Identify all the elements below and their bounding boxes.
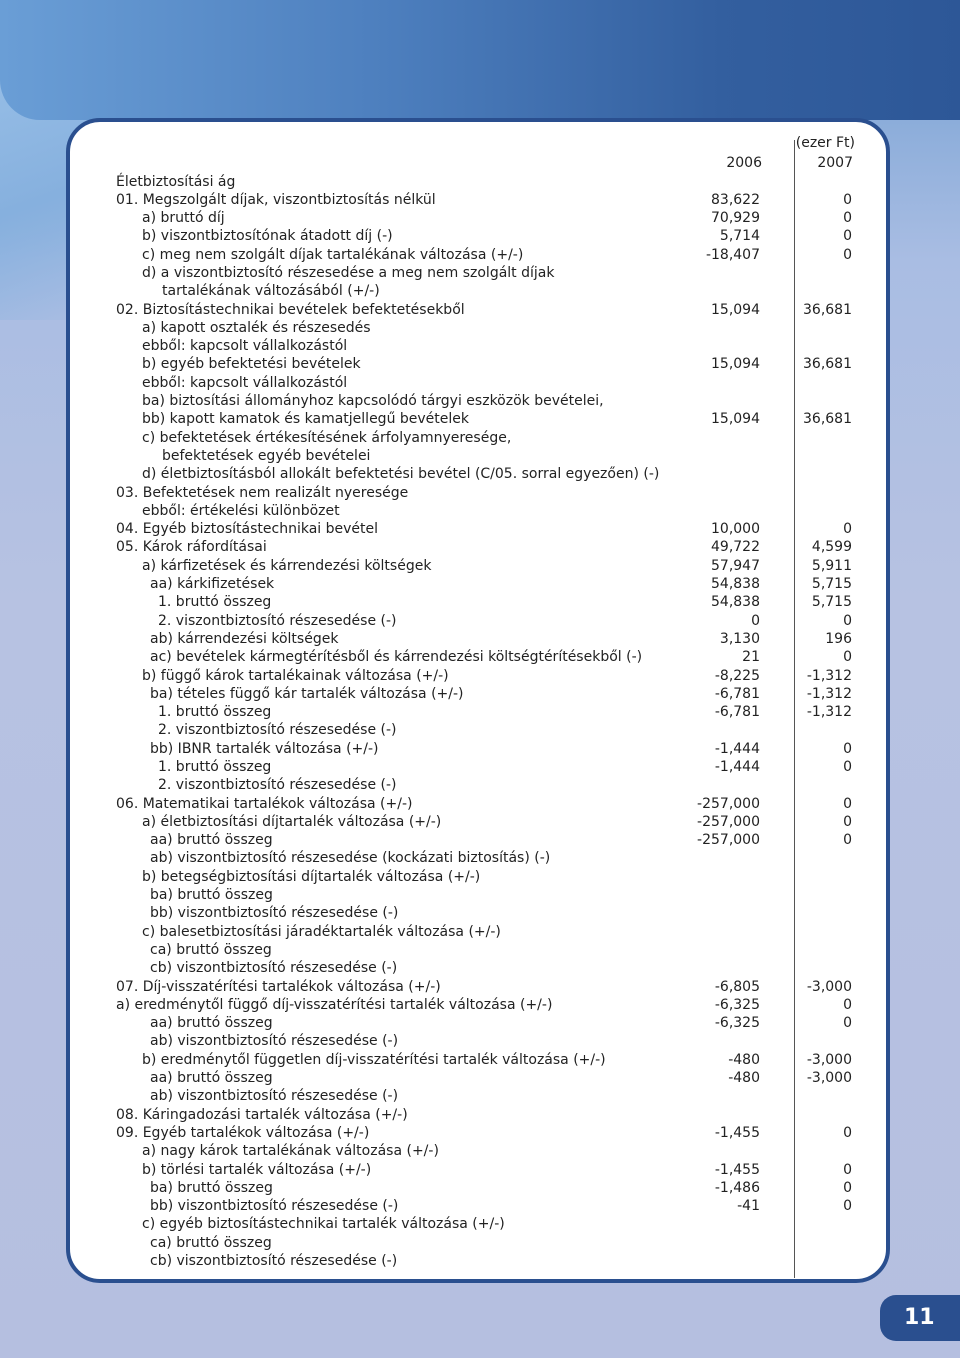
value-2007: 0 bbox=[843, 795, 852, 812]
table-row bbox=[116, 557, 856, 575]
value-2006: -1,486 bbox=[714, 1179, 760, 1196]
row-label: a) nagy károk tartalékának változása (+/-) bbox=[142, 1143, 439, 1160]
value-2007: -3,000 bbox=[806, 1051, 852, 1068]
row-label: c) meg nem szolgált díjak tartalékának változása (+/-) bbox=[142, 246, 524, 263]
value-2006: 21 bbox=[742, 649, 760, 666]
row-label: b) betegségbiztosítási díjtartalék változása (+/-) bbox=[142, 868, 481, 885]
table-row bbox=[116, 429, 856, 447]
row-label: ba) biztosítási állományhoz kapcsolódó tárgyi eszközök bevételei, bbox=[142, 393, 604, 410]
row-label: aa) kárkifizetések bbox=[150, 576, 275, 593]
value-2007: 0 bbox=[843, 191, 852, 208]
row-label: b) függő károk tartalékainak változása (+/-) bbox=[142, 667, 449, 684]
value-2006: -480 bbox=[728, 1070, 760, 1087]
row-label: 03. Befektetések nem realizált nyeresége bbox=[116, 484, 409, 501]
row-label: 05. Károk ráfordításai bbox=[116, 539, 267, 556]
table-row bbox=[116, 1032, 856, 1050]
value-2007: 0 bbox=[843, 996, 852, 1013]
value-2007: 0 bbox=[843, 228, 852, 245]
value-2007: 0 bbox=[843, 1015, 852, 1032]
value-2006: -1,455 bbox=[714, 1124, 760, 1141]
table-row bbox=[116, 703, 856, 721]
table-row bbox=[116, 173, 856, 191]
table-row bbox=[116, 575, 856, 593]
table-row bbox=[116, 191, 856, 209]
value-2006: -8,225 bbox=[714, 667, 760, 684]
row-label: c) befektetések értékesítésének árfolyamnyeresége, bbox=[142, 429, 512, 446]
value-2006: -6,781 bbox=[714, 704, 760, 721]
table-row bbox=[116, 941, 856, 959]
value-2007: 0 bbox=[843, 832, 852, 849]
row-label: 06. Matematikai tartalékok változása (+/-) bbox=[116, 795, 413, 812]
table-row bbox=[116, 355, 856, 373]
row-label: 01. Megszolgált díjak, viszontbiztosítás nélkül bbox=[116, 191, 436, 208]
table-row bbox=[116, 447, 856, 465]
value-2006: -1,444 bbox=[714, 740, 760, 757]
value-2006: 10,000 bbox=[711, 521, 760, 538]
value-2007: 5,715 bbox=[811, 594, 852, 611]
table-row bbox=[116, 886, 856, 904]
value-2006: 15,094 bbox=[711, 411, 760, 428]
row-label: bb) IBNR tartalék változása (+/-) bbox=[150, 740, 379, 757]
row-label: ab) viszontbiztosító részesedése (-) bbox=[150, 1088, 399, 1105]
table-row bbox=[116, 776, 856, 794]
value-2006: -1,444 bbox=[714, 759, 760, 775]
table-row bbox=[116, 813, 856, 831]
table-row bbox=[116, 502, 856, 520]
row-label: cb) viszontbiztosító részesedése (-) bbox=[150, 1253, 398, 1270]
row-label: 2. viszontbiztosító részesedése (-) bbox=[158, 612, 397, 629]
table-row bbox=[116, 721, 856, 739]
row-label: ac) bevételek kármegtérítésből és kárrendezési költségtérítésekből (-) bbox=[150, 649, 643, 666]
row-label: 08. Káringadozási tartalék változása (+/-) bbox=[116, 1106, 408, 1123]
row-label: bb) viszontbiztosító részesedése (-) bbox=[150, 1198, 399, 1215]
value-2007: 0 bbox=[843, 246, 852, 263]
table-row bbox=[116, 1252, 856, 1270]
value-2006: 83,622 bbox=[711, 191, 760, 208]
value-2007: -1,312 bbox=[806, 685, 852, 702]
table-row bbox=[116, 209, 856, 227]
table-row bbox=[116, 484, 856, 502]
value-2007: 0 bbox=[843, 1124, 852, 1141]
row-label: b) eredménytől független díj-visszatérítési tartalék változása (+/-) bbox=[142, 1051, 606, 1068]
value-2006: 15,094 bbox=[711, 301, 760, 318]
table-row bbox=[116, 849, 856, 867]
page-number: 11 bbox=[880, 1295, 960, 1341]
row-label: b) törlési tartalék változása (+/-) bbox=[142, 1161, 372, 1178]
table-row bbox=[116, 1179, 856, 1197]
value-2006: 57,947 bbox=[711, 557, 760, 574]
row-label: 1. bruttó összeg bbox=[158, 759, 272, 775]
table-row bbox=[116, 740, 856, 758]
value-2007: -1,312 bbox=[806, 667, 852, 684]
value-2007: 36,681 bbox=[803, 301, 852, 318]
table-row bbox=[116, 868, 856, 886]
value-2007: -1,312 bbox=[806, 704, 852, 721]
row-label: bb) kapott kamatok és kamatjellegű bevételek bbox=[142, 411, 469, 428]
table-row bbox=[116, 831, 856, 849]
value-2006: -6,805 bbox=[714, 978, 760, 995]
row-label: ca) bruttó összeg bbox=[150, 941, 272, 958]
value-2007: 0 bbox=[843, 1161, 852, 1178]
row-label: 2. viszontbiztosító részesedése (-) bbox=[158, 722, 397, 739]
row-label: ba) tételes függő kár tartalék változása (+/-) bbox=[150, 685, 464, 702]
row-label: c) balesetbiztosítási járadéktartalék változása (+/-) bbox=[142, 923, 501, 940]
value-2007: 36,681 bbox=[803, 411, 852, 428]
value-2006: 15,094 bbox=[711, 356, 760, 373]
value-2007: 0 bbox=[843, 210, 852, 227]
row-label: ba) bruttó összeg bbox=[150, 887, 273, 904]
row-label: aa) bruttó összeg bbox=[150, 832, 273, 849]
table-row bbox=[116, 1051, 856, 1069]
value-2006: 54,838 bbox=[711, 594, 760, 611]
row-label: d) életbiztosításból allokált befektetési bevétel (C/05. sorral egyezően) (-) bbox=[142, 466, 660, 483]
table-row bbox=[116, 520, 856, 538]
value-2007: 0 bbox=[843, 521, 852, 538]
row-label: b) egyéb befektetési bevételek bbox=[142, 356, 361, 373]
table-row bbox=[116, 1215, 856, 1233]
table-row bbox=[116, 1014, 856, 1032]
table-row bbox=[116, 538, 856, 556]
table-row bbox=[116, 978, 856, 996]
row-label: a) életbiztosítási díjtartalék változása (+/-) bbox=[142, 813, 442, 830]
row-label: a) kapott osztalék és részesedés bbox=[142, 319, 371, 336]
value-2006: 49,722 bbox=[711, 539, 760, 556]
row-label: a) bruttó díj bbox=[142, 210, 225, 227]
value-2006: -257,000 bbox=[697, 813, 760, 830]
unit-label: (ezer Ft) bbox=[795, 135, 855, 151]
table-row bbox=[116, 1087, 856, 1105]
row-label: 1. bruttó összeg bbox=[158, 594, 272, 611]
table-row bbox=[116, 612, 856, 630]
row-label: ebből: kapcsolt vállalkozástól bbox=[142, 374, 348, 391]
value-2007: 5,911 bbox=[811, 557, 852, 574]
table-row bbox=[116, 465, 856, 483]
table-row bbox=[116, 1197, 856, 1215]
table-row bbox=[116, 301, 856, 319]
row-label: 04. Egyéb biztosítástechnikai bevétel bbox=[116, 521, 379, 538]
decorative-header-band bbox=[0, 0, 960, 120]
row-label: d) a viszontbiztosító részesedése a meg nem szolgált díjak bbox=[142, 264, 555, 281]
value-2007: 0 bbox=[843, 813, 852, 830]
value-2007: 0 bbox=[843, 1198, 852, 1215]
table-row bbox=[116, 648, 856, 666]
value-2006: 0 bbox=[751, 612, 760, 629]
value-2006: 70,929 bbox=[711, 210, 760, 227]
row-label: ebből: kapcsolt vállalkozástól bbox=[142, 338, 348, 355]
row-label: ab) kárrendezési költségek bbox=[150, 630, 339, 647]
table-row bbox=[116, 996, 856, 1014]
table-row bbox=[116, 758, 856, 776]
value-2007: 0 bbox=[843, 649, 852, 666]
table-row bbox=[116, 1234, 856, 1252]
row-label: ba) bruttó összeg bbox=[150, 1179, 273, 1196]
table-row bbox=[116, 630, 856, 648]
row-label: ebből: értékelési különbözet bbox=[142, 502, 340, 519]
table-row bbox=[116, 1124, 856, 1142]
table-row bbox=[116, 795, 856, 813]
row-label: b) viszontbiztosítónak átadott díj (-) bbox=[142, 228, 393, 245]
income-statement-table bbox=[116, 173, 856, 1271]
value-2006: -6,325 bbox=[714, 1015, 760, 1032]
table-row bbox=[116, 1069, 856, 1087]
table-row bbox=[116, 1106, 856, 1124]
value-2006: -18,407 bbox=[705, 246, 760, 263]
value-2006: -480 bbox=[728, 1051, 760, 1068]
value-2007: 4,599 bbox=[811, 539, 852, 556]
row-label: befektetések egyéb bevételei bbox=[162, 447, 371, 464]
value-2007: -3,000 bbox=[806, 1070, 852, 1087]
table-row bbox=[116, 959, 856, 977]
row-label: Életbiztosítási ág bbox=[116, 173, 236, 190]
table-row bbox=[116, 246, 856, 264]
column-header-2007: 2007 bbox=[817, 155, 853, 171]
row-label: a) eredménytől függő díj-visszatérítési tartalék változása (+/-) bbox=[116, 996, 553, 1013]
table-row bbox=[116, 282, 856, 300]
value-2007: 0 bbox=[843, 1179, 852, 1196]
row-label: 2. viszontbiztosító részesedése (-) bbox=[158, 777, 397, 794]
row-label: 1. bruttó összeg bbox=[158, 704, 272, 721]
value-2006: 54,838 bbox=[711, 576, 760, 593]
value-2006: -257,000 bbox=[697, 795, 760, 812]
table-row bbox=[116, 593, 856, 611]
row-label: aa) bruttó összeg bbox=[150, 1070, 273, 1087]
value-2007: -3,000 bbox=[806, 978, 852, 995]
value-2007: 0 bbox=[843, 612, 852, 629]
value-2006: 3,130 bbox=[719, 630, 760, 647]
value-2006: -6,325 bbox=[714, 996, 760, 1013]
value-2007: 196 bbox=[825, 630, 852, 647]
row-label: 02. Biztosítástechnikai bevételek befektetésekből bbox=[116, 301, 465, 318]
value-2006: -41 bbox=[737, 1198, 760, 1215]
value-2007: 5,715 bbox=[811, 576, 852, 593]
value-2006: 5,714 bbox=[719, 228, 760, 245]
value-2006: -6,781 bbox=[714, 685, 760, 702]
table-row bbox=[116, 1142, 856, 1160]
value-2006: -257,000 bbox=[697, 832, 760, 849]
table-row bbox=[116, 923, 856, 941]
row-label: ca) bruttó összeg bbox=[150, 1234, 272, 1251]
value-2007: 0 bbox=[843, 759, 852, 775]
table-row bbox=[116, 904, 856, 922]
row-label: cb) viszontbiztosító részesedése (-) bbox=[150, 960, 398, 977]
table-row bbox=[116, 410, 856, 428]
table-row bbox=[116, 227, 856, 245]
table-row bbox=[116, 374, 856, 392]
table-row bbox=[116, 685, 856, 703]
row-label: ab) viszontbiztosító részesedése (-) bbox=[150, 1033, 399, 1050]
value-2007: 0 bbox=[843, 740, 852, 757]
row-label: bb) viszontbiztosító részesedése (-) bbox=[150, 905, 399, 922]
row-label: ab) viszontbiztosító részesedése (kockázati biztosítás) (-) bbox=[150, 850, 551, 867]
table-row bbox=[116, 1161, 856, 1179]
value-2006: -1,455 bbox=[714, 1161, 760, 1178]
row-label: c) egyéb biztosítástechnikai tartalék változása (+/-) bbox=[142, 1216, 505, 1233]
table-row bbox=[116, 392, 856, 410]
table-row bbox=[116, 337, 856, 355]
table-row bbox=[116, 667, 856, 685]
column-header-2006: 2006 bbox=[726, 155, 762, 171]
table-row bbox=[116, 319, 856, 337]
row-label: 09. Egyéb tartalékok változása (+/-) bbox=[116, 1124, 370, 1141]
row-label: a) kárfizetések és kárrendezési költségek bbox=[142, 557, 432, 574]
row-label: 07. Díj-visszatérítési tartalékok változása (+/-) bbox=[116, 978, 441, 995]
row-label: tartalékának változásából (+/-) bbox=[162, 283, 380, 300]
value-2007: 36,681 bbox=[803, 356, 852, 373]
table-row bbox=[116, 264, 856, 282]
row-label: aa) bruttó összeg bbox=[150, 1015, 273, 1032]
